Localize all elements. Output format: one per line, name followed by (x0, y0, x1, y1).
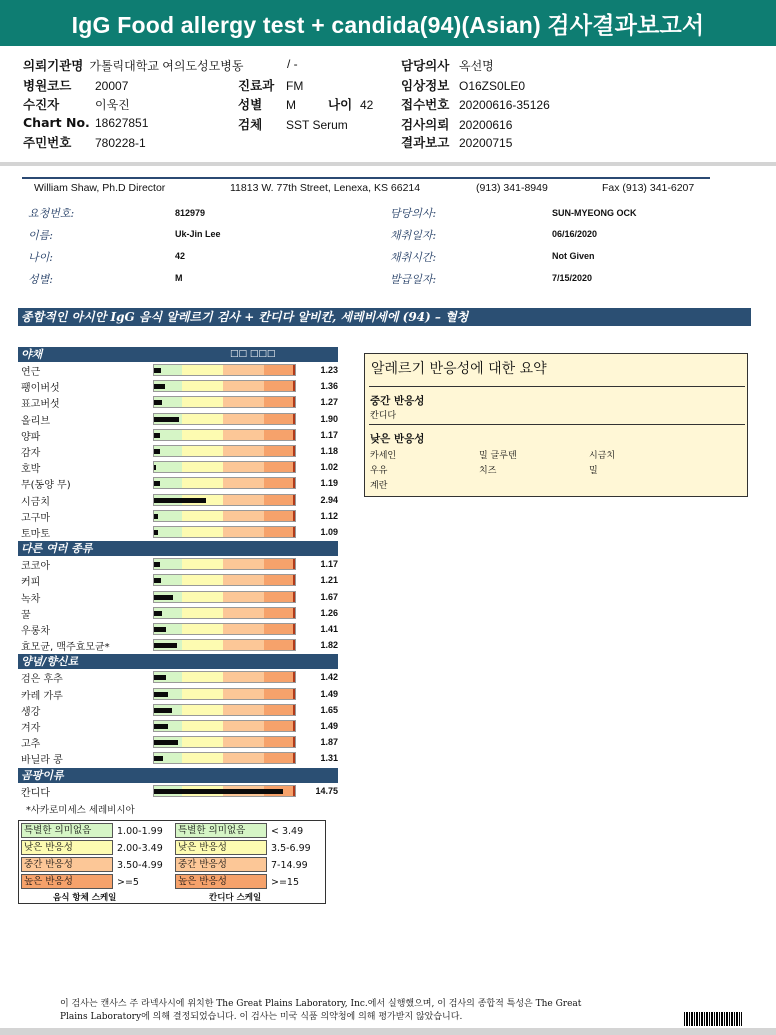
request-value: 20200616 (459, 118, 513, 132)
low-item: 우유 (370, 466, 388, 476)
result-bar (154, 724, 168, 729)
reactivity-scale (153, 591, 296, 603)
result-value: 1.21 (320, 575, 338, 586)
scale-header: □□ □□□ (230, 349, 276, 359)
lab-fax: Fax (913) 341-6207 (602, 182, 695, 194)
food-name: 고추 (21, 739, 41, 751)
result-value: 1.67 (320, 591, 338, 602)
food-name: 연근 (21, 367, 41, 378)
result-value: 1.31 (320, 753, 338, 764)
reactivity-scale (153, 574, 296, 586)
legend-range: 3.5-6.99 (271, 843, 311, 854)
footer-line-1: 이 검사는 캔사스 주 라넥사시에 위치한 The Great Plains Laboratory, Inc.에서 실행했으며, 이 검사의 종합적 특성은 The Great (60, 999, 582, 1009)
food-scale-caption: 음식 항체 스케일 (53, 893, 117, 903)
food-name: 토마토 (21, 529, 50, 540)
result-bar (154, 449, 160, 454)
reactivity-scale (153, 704, 296, 716)
low-item: 카세인 (370, 451, 397, 461)
result-bar (154, 692, 168, 697)
food-name: 시금치 (21, 496, 50, 508)
low-item: 치즈 (479, 466, 497, 476)
legend-level: 중간 반응성 (21, 857, 113, 872)
result-value: 1.65 (320, 704, 338, 715)
legend-range: >=5 (117, 877, 139, 888)
rrn-label: 주민번호 (23, 135, 72, 150)
report-title: IgG Food allergy test + candida(94)(Asian) 검사결과보고서 (0, 0, 776, 46)
sex-value-2: M (175, 273, 183, 283)
legend-level: 높은 반응성 (175, 874, 267, 889)
food-name: 무(동양 무) (21, 480, 71, 492)
food-name: 검은 후추 (21, 674, 63, 686)
low-item: 시금치 (589, 451, 616, 461)
food-name: 올리브 (21, 415, 50, 427)
org-slash: / - (287, 57, 298, 71)
result-bar (154, 611, 162, 616)
age-value: 42 (360, 98, 374, 112)
result-value: 1.82 (320, 640, 338, 651)
chart-value: 18627851 (95, 116, 149, 130)
result-bar (154, 756, 163, 761)
issue-value: 7/15/2020 (552, 273, 593, 283)
result-value: 1.17 (320, 429, 338, 440)
lab-divider (22, 177, 710, 179)
legend-level: 낮은 반응성 (21, 840, 113, 855)
receipt-label: 접수번호 (401, 97, 450, 112)
doc-label: 담당의사: (390, 207, 437, 220)
legend-level: 높은 반응성 (21, 874, 113, 889)
footer-line-2: Plains Laboratory에 의해 결정되었습니다. 이 검사는 미국 식품 의약청에 의해 평가받지 않았습니다. (60, 1012, 463, 1022)
result-value: 1.19 (320, 478, 338, 489)
food-name: 꿀 (21, 609, 31, 621)
summary-title: 알레르기 반응성에 대한 요약 (371, 361, 547, 377)
result-bar (154, 562, 160, 567)
candida-scale-caption: 칸디다 스케일 (209, 893, 262, 903)
result-value: 1.12 (320, 510, 338, 521)
code-label: 병원코드 (23, 78, 72, 93)
low-item: 밀 글루텐 (479, 451, 517, 461)
result-bar (154, 481, 160, 486)
legend-range: 2.00-3.49 (117, 843, 163, 854)
doctor-label: 담당의사 (401, 58, 450, 73)
legend-range: >=15 (271, 877, 300, 888)
food-name: 고구마 (21, 512, 50, 524)
org-value: 가톨릭대학교 여의도성모병동 (89, 59, 244, 73)
food-name: 효모균, 맥주효모균* (21, 642, 110, 654)
lab-address: 11813 W. 77th Street, Lenexa, KS 66214 (230, 182, 421, 194)
legend-range: < 3.49 (271, 826, 304, 837)
food-name: 카레 가루 (21, 690, 63, 702)
result-value: 1.09 (320, 527, 338, 537)
result-bar (154, 789, 283, 794)
time-label: 채취시간: (390, 251, 437, 264)
food-name: 녹차 (21, 593, 41, 605)
reactivity-scale (153, 526, 296, 538)
result-value: 1.23 (320, 365, 338, 375)
food-name: 생강 (21, 706, 41, 718)
summary-divider-2 (369, 424, 745, 425)
legend-level: 낮은 반응성 (175, 840, 267, 855)
result-value: 1.17 (320, 559, 338, 570)
clinical-value: O16ZS0LE0 (459, 79, 526, 93)
doctor-value: 옥선명 (459, 59, 494, 73)
age-label-2: 나이: (28, 251, 53, 264)
reactivity-scale (153, 429, 296, 441)
reactivity-scale (153, 396, 296, 408)
legend-level: 중간 반응성 (175, 857, 267, 872)
lab-phone: (913) 341-8949 (476, 182, 548, 194)
patient-value: 이욱진 (95, 98, 130, 112)
result-bar (154, 384, 165, 389)
clinical-label: 임상정보 (401, 78, 450, 93)
result-bar (154, 578, 161, 583)
result-bar (154, 465, 156, 470)
issue-label: 발급일자: (390, 273, 437, 286)
result-bar (154, 368, 161, 373)
food-name: 팽이버섯 (21, 383, 60, 395)
reactivity-scale (153, 720, 296, 732)
report-label: 결과보고 (401, 135, 450, 150)
age-label: 나이 (328, 97, 353, 112)
result-bar (154, 417, 179, 422)
receipt-value: 20200616-35126 (459, 98, 550, 112)
yeast-note: *사카로미세스 세레비시아 (26, 805, 135, 816)
reactivity-scale (153, 477, 296, 489)
result-value: 2.94 (320, 494, 338, 505)
collect-value: 06/16/2020 (552, 229, 598, 239)
result-bar (154, 400, 162, 405)
scale-legend (18, 820, 326, 904)
category-header: 다른 여러 종류 (18, 541, 338, 556)
result-bar (154, 595, 173, 600)
result-bar (154, 498, 206, 503)
result-value: 1.87 (320, 737, 338, 748)
req-label: 요청번호: (28, 207, 75, 220)
result-value: 14.75 (315, 785, 338, 796)
dept-label: 진료과 (238, 78, 275, 93)
lab-director: William Shaw, Ph.D Director (34, 182, 166, 194)
result-value: 1.18 (320, 446, 338, 456)
food-name: 칸디다 (21, 787, 50, 799)
reactivity-scale (153, 510, 296, 522)
summary-box (364, 353, 748, 497)
legend-level: 특별한 의미없음 (175, 823, 267, 838)
specimen-value: SST Serum (286, 118, 348, 132)
time-value: Not Given (552, 251, 595, 261)
specimen-label: 검체 (238, 117, 263, 132)
category-header: 양념/향신료 (18, 654, 338, 669)
legend-range: 7-14.99 (271, 860, 308, 871)
footer-divider (0, 1028, 776, 1035)
sex-label-2: 성별: (28, 273, 53, 286)
dept-value: FM (286, 79, 304, 93)
result-bar (154, 675, 166, 680)
low-item: 밀 (589, 466, 598, 476)
code-value: 20007 (95, 79, 129, 93)
result-bar (154, 643, 177, 648)
name-label: 이름: (28, 229, 53, 242)
food-name: 호박 (21, 464, 41, 476)
footer-note (60, 998, 660, 1024)
divider (0, 162, 776, 166)
result-bar (154, 627, 166, 632)
food-name: 감자 (21, 448, 41, 459)
food-name: 표고버섯 (21, 399, 60, 411)
reactivity-scale (153, 558, 296, 570)
legend-range: 1.00-1.99 (117, 826, 163, 837)
result-value: 1.49 (320, 688, 338, 699)
result-value: 1.42 (320, 672, 338, 683)
food-name: 우롱차 (21, 626, 50, 637)
req-value: 812979 (175, 208, 206, 218)
food-name: 양파 (21, 431, 41, 443)
result-value: 1.90 (320, 413, 338, 424)
moderate-heading: 중간 반응성 (370, 395, 425, 407)
result-bar (154, 740, 178, 745)
food-name: 코코아 (21, 561, 50, 573)
reactivity-scale (153, 752, 296, 764)
report-value: 20200715 (459, 136, 513, 150)
barcode (684, 1012, 742, 1026)
result-bar (154, 514, 158, 519)
food-name: 커피 (21, 577, 41, 589)
reactivity-scale (153, 607, 296, 619)
legend-range: 3.50-4.99 (117, 860, 163, 871)
result-bar (154, 530, 158, 535)
result-value: 1.36 (320, 381, 338, 392)
reactivity-scale (153, 364, 296, 376)
collect-label: 채취일자: (390, 229, 437, 242)
doc-value: SUN-MYEONG OCK (552, 208, 637, 218)
food-name: 겨자 (21, 723, 41, 734)
request-label: 검사의뢰 (401, 117, 450, 132)
low-heading: 낮은 반응성 (370, 433, 425, 445)
reactivity-scale (153, 461, 296, 473)
rrn-value: 780228-1 (95, 136, 146, 150)
chart-label: Chart No. (23, 115, 90, 130)
result-value: 1.49 (320, 721, 338, 731)
name-value: Uk-Jin Lee (175, 229, 221, 239)
summary-divider (369, 386, 745, 387)
patient-label: 수진자 (23, 97, 60, 112)
category-header: 야채 (18, 347, 338, 362)
result-value: 1.41 (320, 624, 338, 634)
sex-label: 성별 (238, 97, 263, 112)
result-bar (154, 433, 160, 438)
reactivity-scale (153, 671, 296, 683)
food-name: 바닐라 콩 (21, 755, 63, 767)
reactivity-scale (153, 688, 296, 700)
reactivity-scale (153, 623, 296, 635)
result-value: 1.27 (320, 397, 338, 408)
sex-value: M (286, 98, 296, 112)
reactivity-scale (153, 445, 296, 457)
test-banner: 종합적인 아시안 IgG 음식 알레르기 검사 + 칸디다 알비칸, 세레비세에 (94) – 혈청 (18, 308, 751, 326)
moderate-item: 칸디다 (370, 411, 397, 421)
category-header: 곰팡이류 (18, 768, 338, 783)
result-value: 1.26 (320, 607, 338, 618)
org-label: 의뢰기관명 (23, 58, 84, 73)
reactivity-scale (153, 380, 296, 392)
result-value: 1.02 (320, 462, 338, 473)
low-item: 계란 (370, 481, 388, 491)
age-value-2: 42 (175, 251, 186, 261)
result-bar (154, 708, 172, 713)
legend-level: 특별한 의미없음 (21, 823, 113, 838)
